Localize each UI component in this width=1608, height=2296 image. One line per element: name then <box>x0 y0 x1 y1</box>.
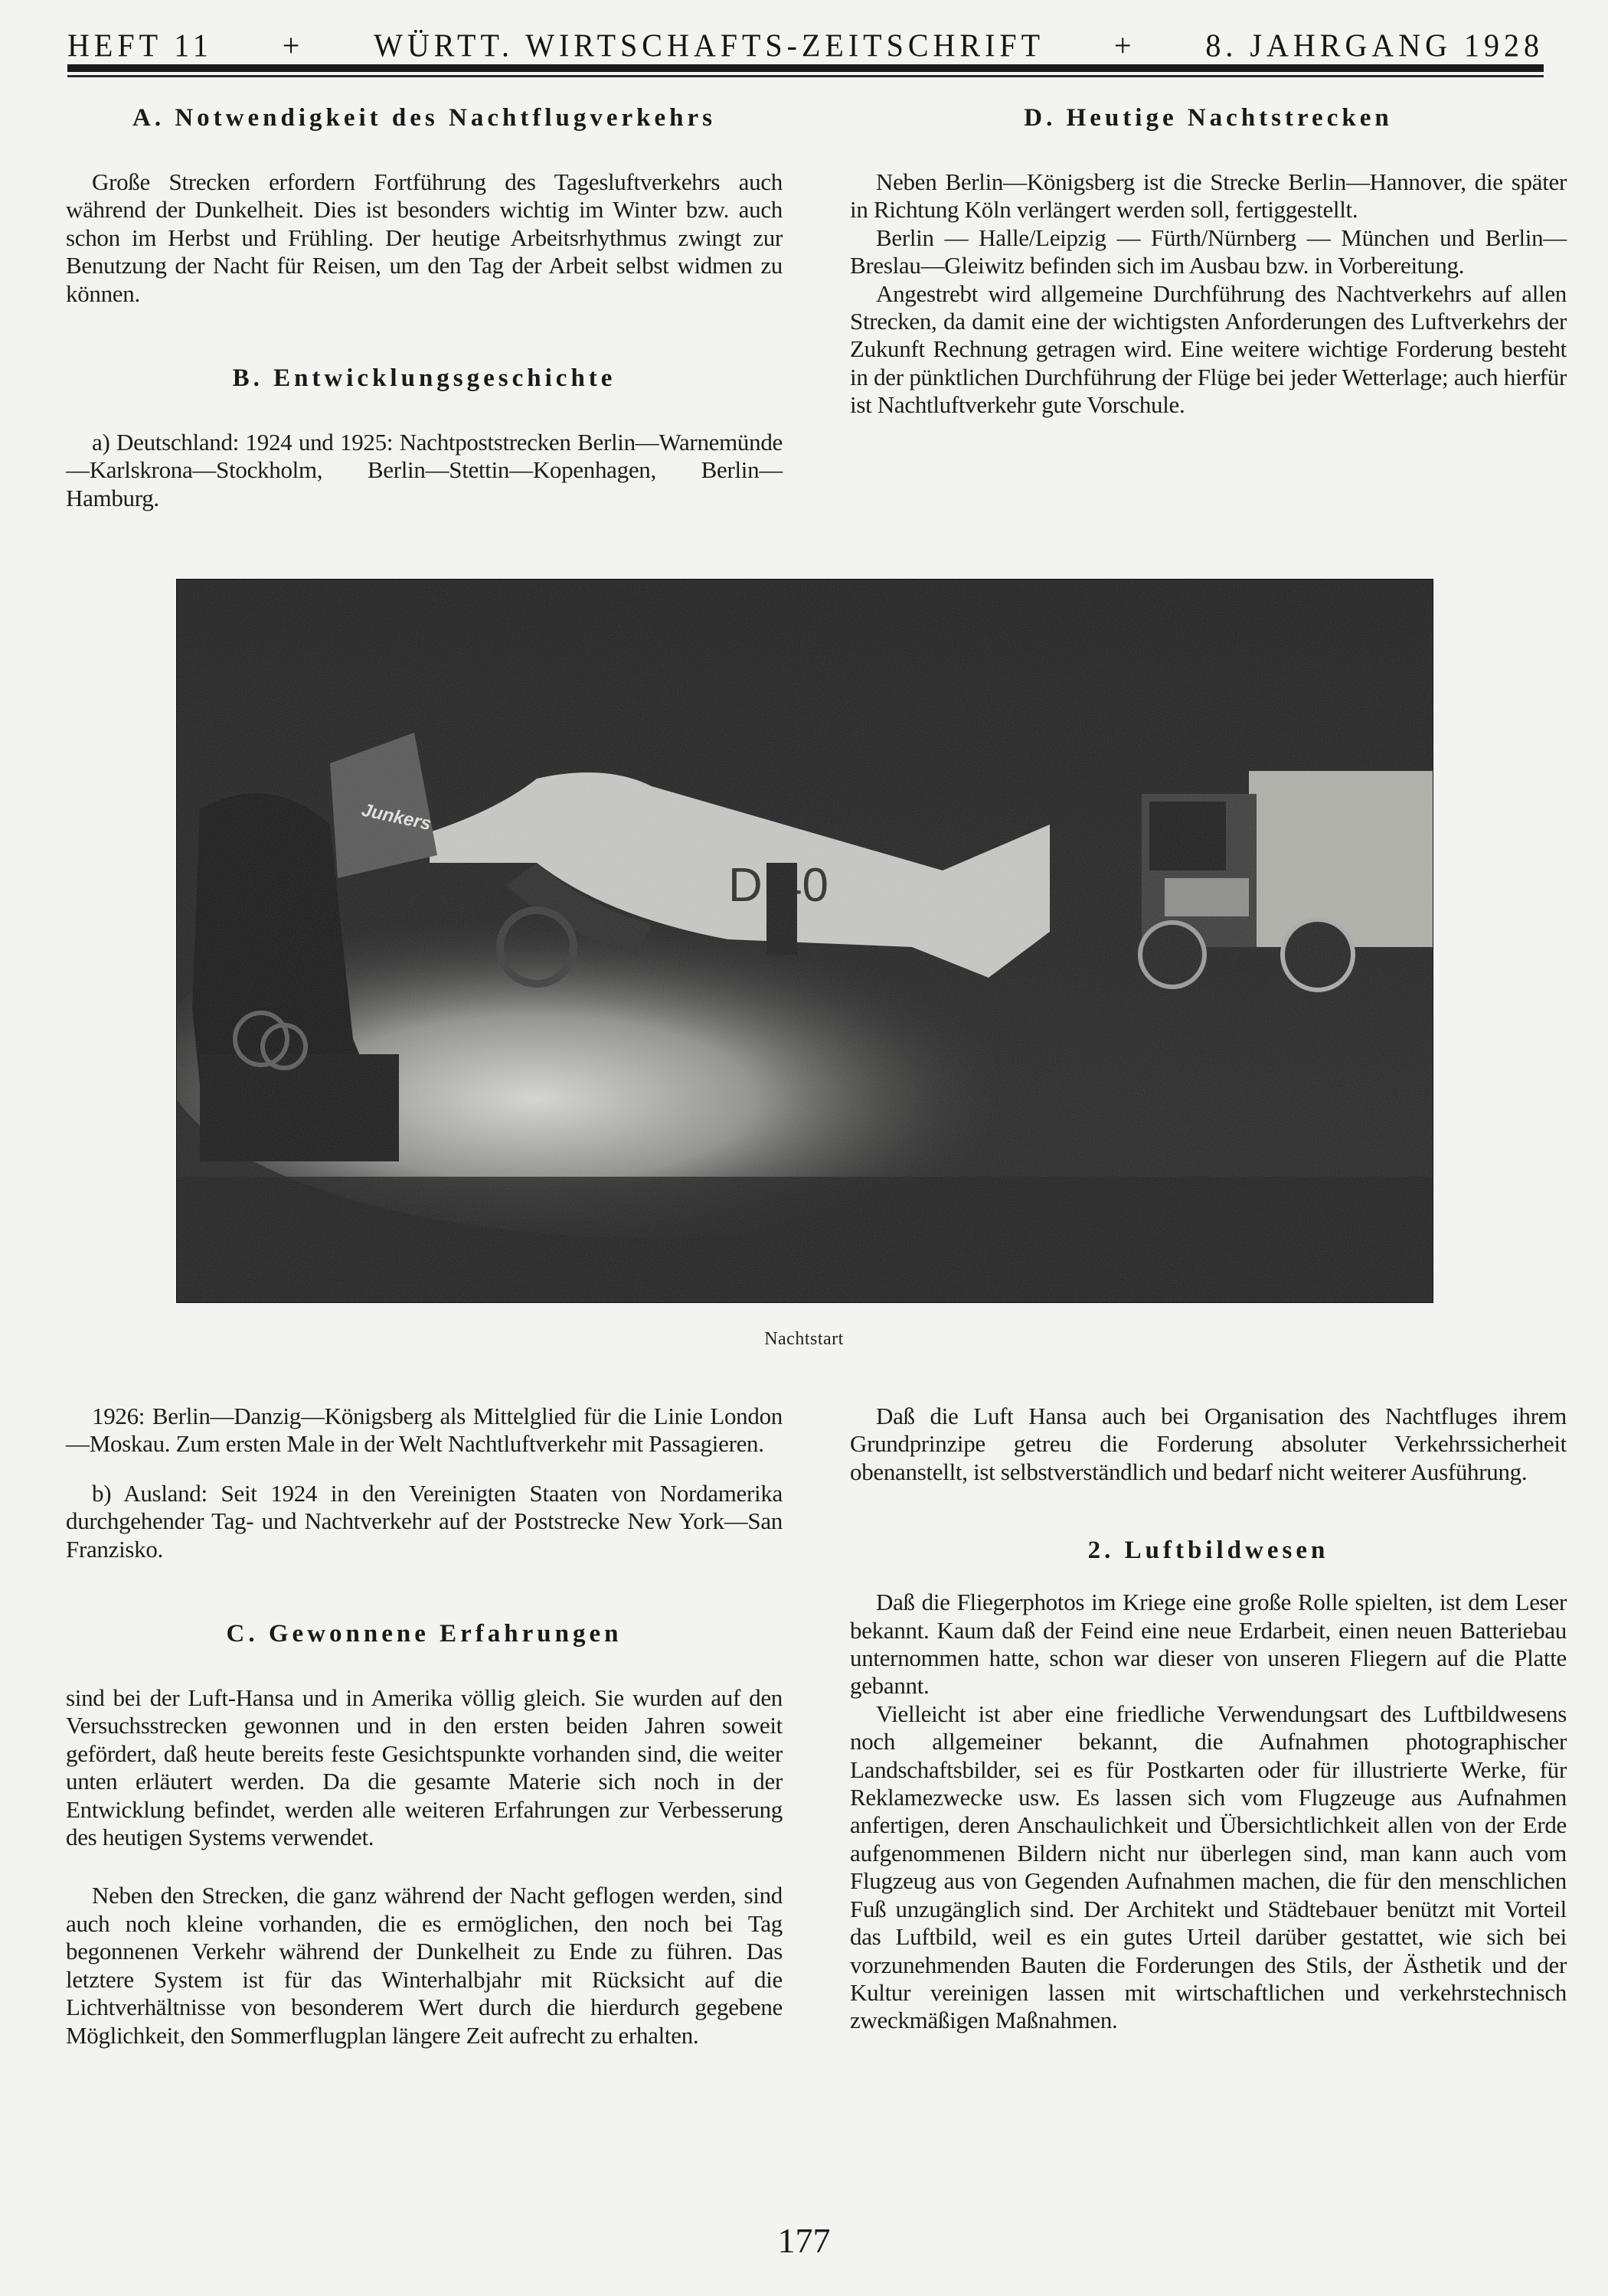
paragraph: 1926: Berlin—Danzig—Königsberg als Mittelglied für die Linie London—Moskau. Zum ersten Male in der Welt Nachtluftverkehr mit Passagieren. <box>66 1403 783 1458</box>
section-heading-a: A. Notwendigkeit des Nachtflugverkehrs <box>132 104 716 132</box>
photo-illustration <box>177 580 1433 1302</box>
journal-title: WÜRTT. WIRTSCHAFTS-ZEITSCHRIFT <box>374 27 1045 64</box>
volume-label: 8. JAHRGANG 1928 <box>1205 27 1544 64</box>
paragraph: Daß die Luft Hansa auch bei Organisation des Nachtfluges ihrem Grundprinzipe getreu die Forderung absoluter Verkehrssicherheit obenanstellt, ist selbstverständlich und bedarf nicht weiterer Ausführung. <box>850 1403 1567 1485</box>
left-column-bottom <box>66 1403 783 2049</box>
paragraph: Neben den Strecken, die ganz während der Nacht geflogen werden, sind auch noch kleine vorhanden, die es ermöglichen, den noch bei Tag begonnenen Verkehr während der Dunkelheit zu Ende zu führen. Das letztere System ist für das Winterhalbjahr mit Rücksicht auf die Lichtverhältnisse von besonderem Wert durch die hierdurch gegebene Möglichkeit, den Sommerflugplan längere Zeit aufrecht zu erhalten. <box>66 1882 783 2049</box>
header-rule-thick <box>67 64 1544 72</box>
paragraph: Große Strecken erfordern Fortführung des Tagesluftverkehrs auch während der Dunkelheit. Dies ist besonders wichtig im Winter bzw. auch schon im Herbst und Frühling. Der heutige Arbeitsrhythmus zwingt zur Benutzung der Nacht für Reisen, um den Tag der Arbeit selbst widmen zu können. <box>66 168 783 307</box>
paragraph: a) Deutschland: 1924 und 1925: Nachtpoststrecken Berlin—Warnemünde—Karlskrona—Stockholm, Berlin—Stettin—Kopenhagen, Berlin—Hamburg. <box>66 429 783 511</box>
right-column-bottom <box>850 1403 1567 2035</box>
night-start-photo <box>176 579 1433 1303</box>
left-column-top <box>66 103 783 512</box>
section-heading-b: B. Entwicklungsgeschichte <box>232 364 616 393</box>
right-column-top <box>850 103 1567 420</box>
header-separator: + <box>282 27 305 64</box>
section-heading-c: C. Gewonnene Erfahrungen <box>226 1620 623 1648</box>
issue-label: HEFT 11 <box>67 27 213 64</box>
section-heading-d: D. Heutige Nachtstrecken <box>1024 104 1393 132</box>
paragraph: Vielleicht ist aber eine friedliche Verwendungsart des Luftbildwesens noch allgemeiner bekannt, die Aufnahmen photographischer Landschaftsbilder, sei es für Postkarten oder für illustrierte Werke, für Reklamezwecke usw. Es lassen sich vom Flugzeuge aus Aufnahmen anfertigen, deren Anschaulichkeit und Übersichtlichkeit allen von der Erde aufgenommenen Bildern nicht nur überlegen sind, man kann auch vom Flugzeug aus von Gegenden Aufnahmen machen, die für den menschlichen Fuß unzugänglich sind. Der Architekt und Städtebauer benützt mit Vorteil das Luftbild, weil es ein gutes Urteil darüber gestattet, wie sich bei vorzunehmenden Bauten die Forderungen des Stils, der Ästhetik und der Kultur vereinigen lassen mit wirtschaftlichen und verkehrstechnisch zweckmäßigen Maßnahmen. <box>850 1700 1567 2034</box>
paragraph: Daß die Fliegerphotos im Kriege eine große Rolle spielten, ist dem Leser bekannt. Kaum daß der Feind eine neue Erdarbeit, einen neuen Batteriebau unternommen hatte, schon war dieser von unseren Fliegern auf die Platte gebannt. <box>850 1589 1567 1700</box>
page-number: 177 <box>777 2221 831 2260</box>
header-rule-thin <box>67 75 1544 77</box>
paragraph: Berlin — Halle/Leipzig — Fürth/Nürnberg — München und Berlin—Breslau—Gleiwitz befinden sich im Ausbau bzw. in Vorbereitung. <box>850 224 1567 279</box>
header-separator: + <box>1113 27 1136 64</box>
running-header <box>67 27 1544 65</box>
photo-grain <box>177 580 1433 1302</box>
figure-caption: Nachtstart <box>764 1329 844 1349</box>
paragraph: b) Ausland: Seit 1924 in den Vereinigten Staaten von Nordamerika durchgehender Tag- und Nachtverkehr auf der Poststrecke New York—San Franzisko. <box>66 1479 783 1563</box>
paragraph: Neben Berlin—Königsberg ist die Strecke Berlin—Hannover, die später in Richtung Köln verlängert werden soll, fertiggestellt. <box>850 168 1567 224</box>
paragraph: sind bei der Luft-Hansa und in Amerika völlig gleich. Sie wurden auf den Versuchsstrecken gewonnen und in den ersten beiden Jahren soweit gefördert, daß heute bereits feste Gesichtspunkte vorhanden sind, die weiter unten erläutert werden. Da die gesamte Materie sich noch in der Entwicklung befindet, werden alle weiteren Erfahrungen zur Verbesserung des heutigen Systems verwendet. <box>66 1684 783 1851</box>
section-heading-2: 2. Luftbildwesen <box>1087 1537 1329 1565</box>
paragraph: Angestrebt wird allgemeine Durchführung des Nachtverkehrs auf allen Strecken, da damit eine der wichtigsten Anforderungen des Luftverkehrs der Zukunft Rechnung getragen wird. Eine weitere wichtige Forderung besteht in der pünktlichen Durchführung der Flüge bei jeder Wetterlage; auch hierfür ist Nachtluftverkehr gute Vorschule. <box>850 279 1567 419</box>
